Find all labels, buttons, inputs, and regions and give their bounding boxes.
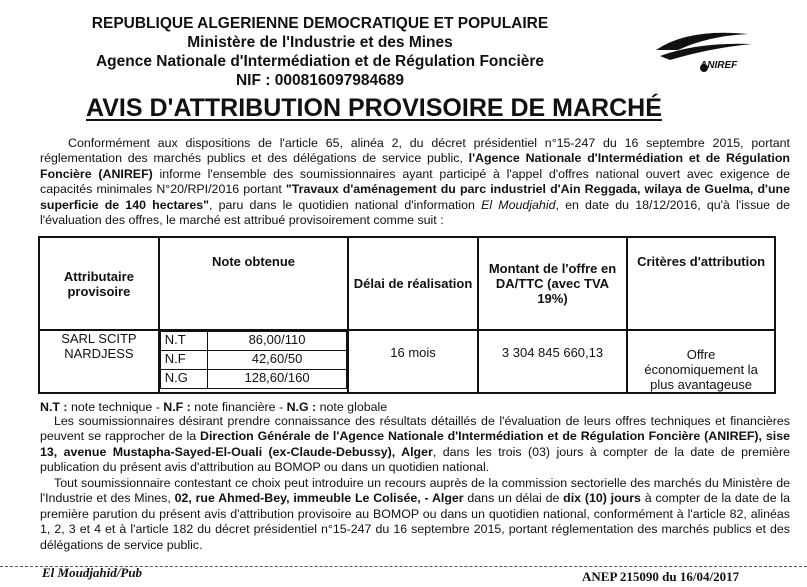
cell-notes: [159, 330, 348, 393]
nif-line: NIF : 000816097984689: [235, 72, 405, 89]
cell-montant: 3 304 845 660,13: [478, 330, 627, 393]
anep-reference: ANEP 215090 du 16/04/2017: [582, 569, 740, 584]
cell-attributaire: SARL SCITP NARDJESS: [39, 330, 159, 393]
cell-delai: 16 mois: [348, 330, 478, 393]
note-value: 86,00/110: [207, 332, 346, 351]
note-value: 42,60/50: [207, 351, 346, 370]
header-attributaire: Attributaire provisoire: [39, 237, 159, 330]
appeal-paragraph: Tout soumissionnaire contestant ce choix peut introduire un recours auprès de la commission sectorielle des marchés du Ministère de l'Industrie et des Mines, 02, rue Ahmed-Bey, immeuble Le Colisée, - Alger dans un délai de dix (10) jours à compter de la date de la première parution du présent avis d'attribution provisoire au BOMOP ou dans un quotidien national, conformément à l'article 82, alinéas 1, 2, 3 et 4 et à l'article 182 du décret présidentiel n°15-247 du 16 septembre 2015, portant réglementation des marchés publics et des délégations de service public.: [40, 476, 791, 552]
notice-title: AVIS D'ATTRIBUTION PROVISOIRE DE MARCHÉ: [86, 94, 662, 122]
republic-line: REPUBLIQUE ALGERIENNE DEMOCRATIQUE ET POPULAIRE: [91, 15, 549, 32]
note-label: N.G: [160, 370, 207, 389]
note-row-nf: [160, 351, 346, 370]
header-note: Note obtenue: [159, 237, 348, 330]
note-label: N.T: [160, 332, 207, 351]
note-value: 128,60/160: [207, 370, 346, 389]
agency-line: Agence Nationale d'Intermédiation et de Régulation Foncière: [95, 53, 545, 70]
table-row: [39, 330, 775, 393]
award-table: [38, 236, 776, 394]
publication-credit: El Moudjahid/Pub: [42, 565, 143, 580]
header-montant: Montant de l'offre en DA/TTC (avec TVA 19%): [478, 237, 627, 330]
consultation-paragraph: Les soumissionnaires désirant prendre connaissance des résultats détaillés de l'évaluation de leurs offres techniques et financières peuvent se rapprocher de la Direction Générale de l'Agence Nationale d'Intermédiation et de Régulation Foncière (ANIREF), sise 13, avenue Mustapha-Sayed-El-Ouali (ex-Claude-Debussy), Alger, dans les trois (03) jours à compter de la date de première publication du présent avis d'attribution au BOMOP ou dans un quotidien national.: [40, 414, 790, 475]
ministry-line: Ministère de l'Industrie et des Mines: [187, 34, 453, 51]
table-header-row: [39, 237, 775, 330]
notes-table: [160, 331, 347, 389]
letterhead: [0, 14, 640, 90]
header-criteres: Critères d'attribution: [627, 237, 775, 330]
cell-criteres: Offre économiquement la plus avantageuse: [627, 330, 775, 393]
note-row-ng: [160, 370, 346, 389]
logo-wordmark: ANIREF: [700, 60, 738, 71]
header-delai: Délai de réalisation: [348, 237, 478, 330]
notes-legend: N.T : note technique - N.F : note financière - N.G : note globale: [40, 400, 388, 414]
intro-paragraph: Conformément aux dispositions de l'article 65, alinéa 2, du décret présidentiel n°15-247 du 16 septembre 2015, portant réglementation des marchés publics et des délégations de service public, l'Agence Nationale d'Intermédiation et de Régulation Foncière (ANIREF) informe l'ensemble des soumissionnaires ayant participé à l'appel d'offres national ouvert avec exigence de capacités minimales N°20/RPI/2016 portant "Travaux d'aménagement du parc industriel d'Ain Reggada, wilaya de Guelma, d'une superficie de 140 hectares", paru dans le quotidien national d'information El Moudjahid, en date du 18/12/2016, qu'à l'issue de l'évaluation des offres, le marché est attribué provisoirement comme suit :: [40, 136, 791, 228]
note-label: N.F: [160, 351, 207, 370]
note-row-nt: [160, 332, 346, 351]
